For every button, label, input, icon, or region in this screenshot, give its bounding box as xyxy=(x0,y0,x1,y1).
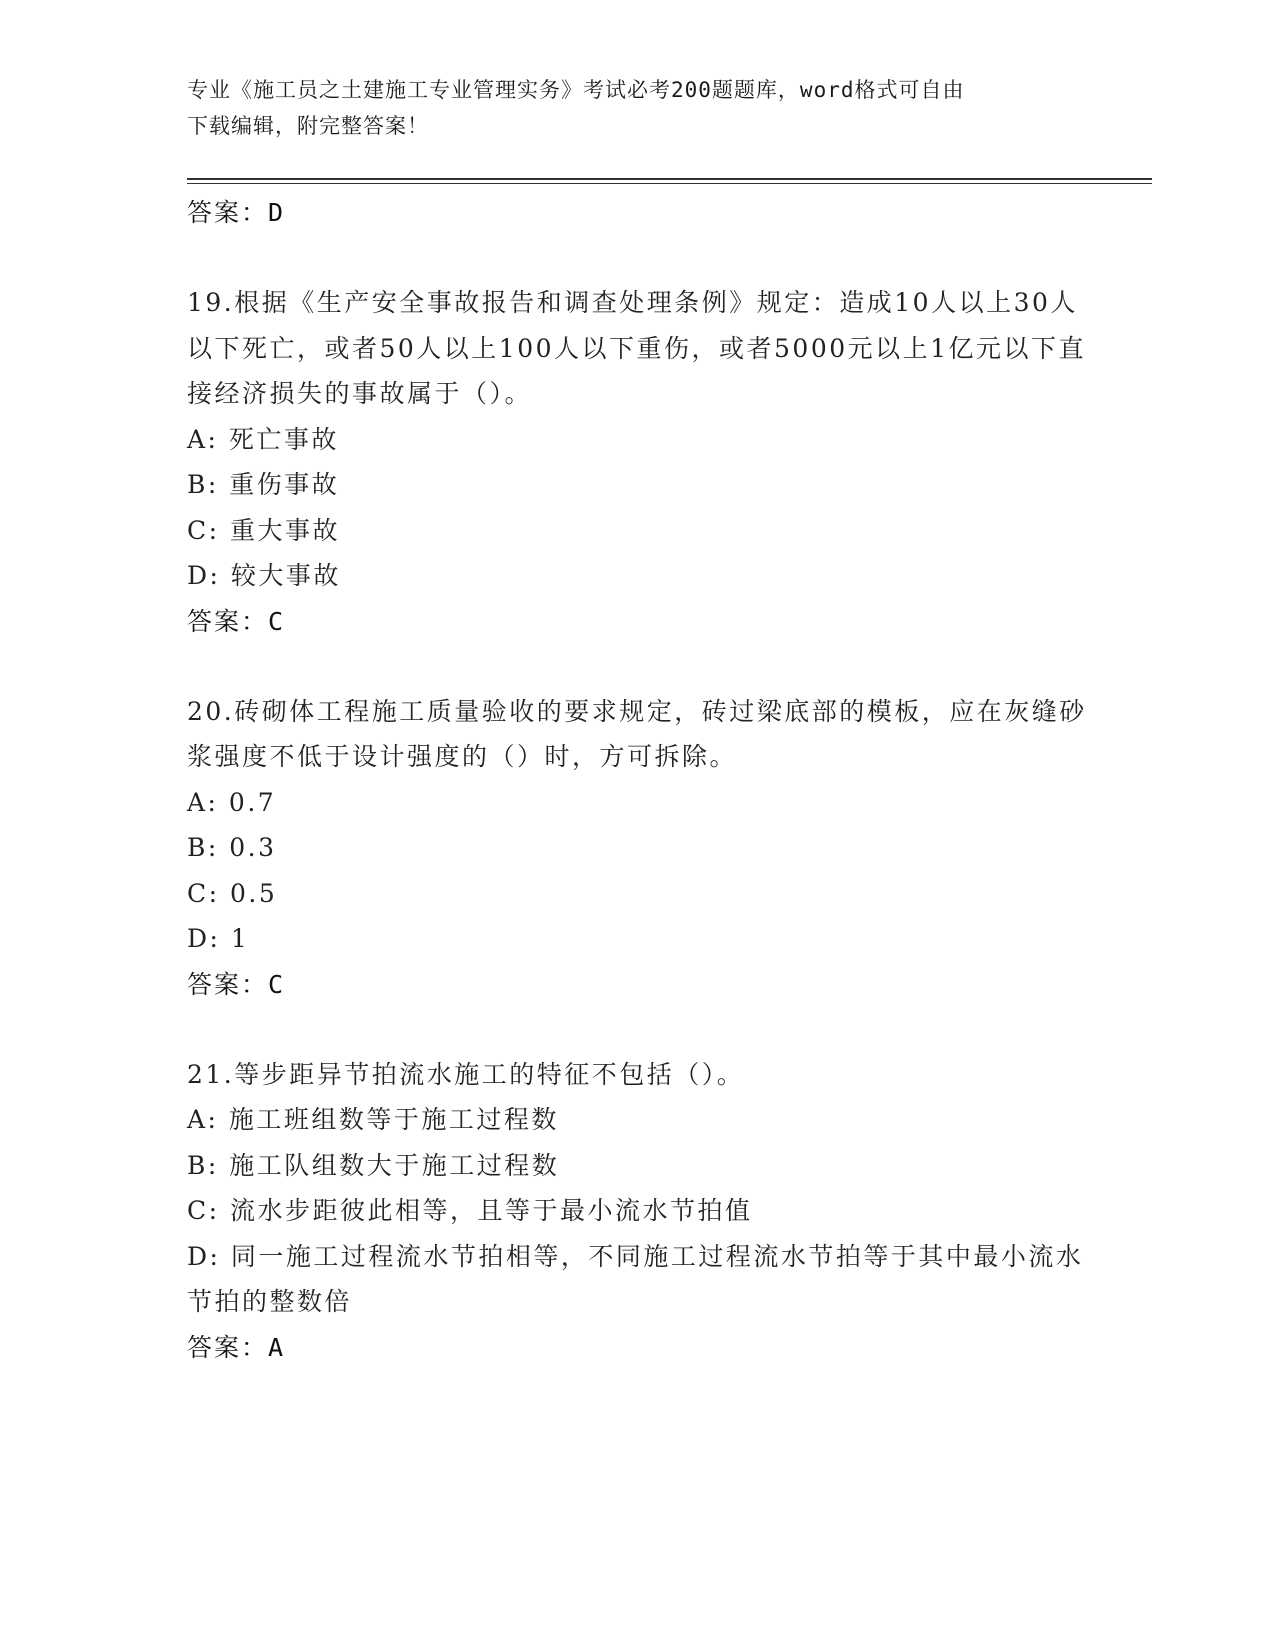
option-a: A: 0.7 xyxy=(187,787,277,817)
previous-answer: 答案：D xyxy=(187,198,286,227)
document-body xyxy=(187,190,1087,1370)
question-text: 21.等步距异节拍流水施工的特征不包括（）。 xyxy=(187,1059,745,1089)
option-a: A: 施工班组数等于施工过程数 xyxy=(187,1105,559,1134)
header-line-2: 下载编辑，附完整答案！ xyxy=(187,114,429,138)
question-text: 19.根据《生产安全事故报告和调查处理条例》规定：造成10人以上30人以下死亡，或者50人以上100人以下重伤，或者5000元以上1亿元以下直接经济损失的事故属于（）。 xyxy=(187,288,1087,408)
option-a: A: 死亡事故 xyxy=(187,424,339,454)
answer: 答案：C xyxy=(187,606,286,636)
question-19 xyxy=(187,280,1087,644)
header-divider xyxy=(187,178,1152,184)
header-line-1: 专业《施工员之土建施工专业管理实务》考试必考200题题库，word格式可自由 xyxy=(187,78,965,102)
option-d: D: 同一施工过程流水节拍相等，不同施工过程流水节拍等于其中最小流水节拍的整数倍 xyxy=(187,1241,1084,1316)
answer: 答案：C xyxy=(187,969,286,999)
option-b: B: 重伤事故 xyxy=(187,470,340,499)
option-b: B: 0.3 xyxy=(187,833,277,862)
option-b: B: 施工队组数大于施工过程数 xyxy=(187,1150,560,1180)
option-d: D: 较大事故 xyxy=(187,561,341,590)
option-c: C: 流水步距彼此相等，且等于最小流水节拍值 xyxy=(187,1196,753,1225)
option-d: D: 1 xyxy=(187,924,250,953)
option-c: C: 重大事故 xyxy=(187,515,340,545)
question-21 xyxy=(187,1052,1087,1370)
document-page xyxy=(187,0,1152,1650)
answer: 答案：A xyxy=(187,1332,286,1362)
document-header xyxy=(187,72,1067,144)
question-20 xyxy=(187,689,1087,1007)
option-c: C: 0.5 xyxy=(187,878,278,908)
question-text: 20.砖砌体工程施工质量验收的要求规定，砖过梁底部的模板，应在灰缝砂浆强度不低于设计强度的（）时，方可拆除。 xyxy=(187,696,1087,771)
